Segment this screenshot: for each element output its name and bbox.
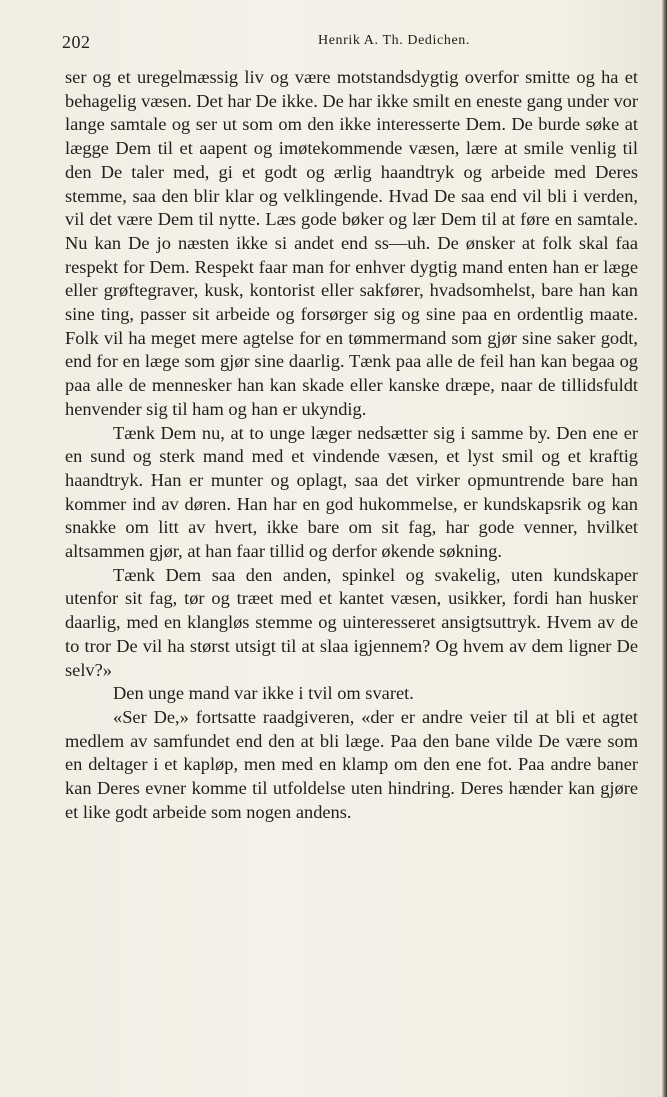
- body-text: [65, 66, 638, 825]
- page-number: 202: [62, 32, 91, 52]
- paragraph-4: Den unge mand var ikke i tvil om svaret.: [113, 683, 414, 704]
- paragraph-5: «Ser De,» fortsatte raadgiveren, «der er andre veier til at bli et agtet medlem av samfundet end den at bli læge. Paa den bane vilde De være som en deltager i et kapløp, men med en klamp om den ene fot. Paa andre baner kan Deres evner komme til utfoldelse uten hindring. Deres hænder kan gjøre et like godt arbeide som nogen andens.: [65, 706, 638, 822]
- page-header: [62, 30, 632, 56]
- paragraph-2: Tænk Dem nu, at to unge læger nedsætter sig i samme by. Den ene er en sund og sterk mand med et vindende væsen, et lyst smil og et kraftig haandtryk. Han er munter og oplagt, saa det virker opmuntrende bare han kommer ind av døren. Han har en god hukommelse, er kundskapsrik og kan snakke om litt av hvert, ikke bare om sit fag, har gode venner, hvilket altsammen gjør, at han faar tillid og derfor økende søkning.: [65, 422, 638, 562]
- paragraph-1: ser og et uregelmæssig liv og være motstandsdygtig overfor smitte og ha et behagelig væsen. Det har De ikke. De har ikke smilt en eneste gang under vor lange samtale og ser ut som om den ikke interesserte Dem. De burde søke at lægge Dem til et aapent og imøtekommende væsen, lære at smile venlig til den De taler med, gi et godt og ærlig haandtryk og arbeide med Deres stemme, saa den blir klar og velklingende. Hvad De saa end vil bli i verden, vil det være Dem til nytte. Læs gode bøker og lær Dem til at føre en samtale. Nu kan De jo næsten ikke si andet end ss—uh. De ønsker at folk skal faa respekt for Dem. Respekt faar man for enhver dygtig mand enten han er læge eller grøftegraver, kusk, kontorist eller sakfører, hvadsomhelst, bare han kan sine ting, passer sit arbeide og forsørger sig og sine paa en ordentlig maate. Folk vil ha meget mere agtelse for en tømmermand som gjør sine saker godt, end for en læge som gjør sine daarlig. Tænk paa alle de feil han kan begaa og paa alle de mennesker han kan skade eller kanske dræpe, naar de tillidsfuldt henvender sig til ham og han er ukyndig.: [65, 67, 638, 419]
- page-edge-shadow: [662, 0, 667, 1097]
- running-head: Henrik A. Th. Dedichen.: [318, 33, 470, 48]
- paragraph-3: Tænk Dem saa den anden, spinkel og svakelig, uten kundskaper utenfor sit fag, tør og træet med et kantet væsen, usikker, fordi han husker daarlig, med en klangløs stemme og uinteresseret ansigtsuttryk. Hvem av de to tror De vil ha størst utsigt til at slaa igjennem? Og hvem av dem ligner De selv?»: [65, 564, 638, 680]
